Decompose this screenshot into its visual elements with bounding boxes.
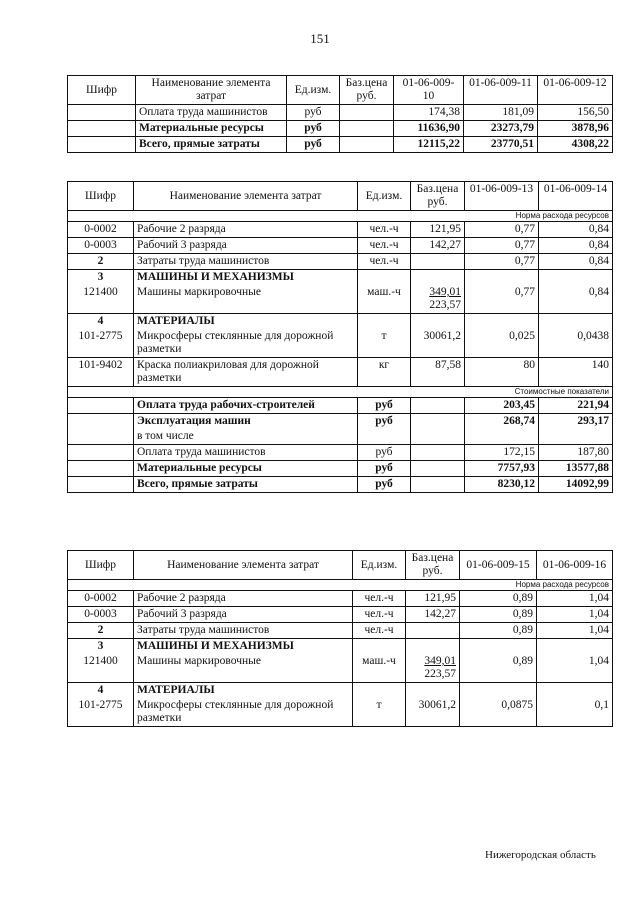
header-cipher: Шифр xyxy=(68,551,134,580)
row-name: Рабочий 3 разряда xyxy=(134,607,353,623)
cost-value: 268,74 xyxy=(465,414,539,430)
row-value: 0,77 xyxy=(465,285,539,314)
row-value: 1,04 xyxy=(537,623,613,639)
header-code-15: 01-06-009-15 xyxy=(460,551,537,580)
row-name: Машины маркировочные xyxy=(134,654,353,683)
table-row xyxy=(68,698,613,727)
section-title: МАТЕРИАЛЫ xyxy=(134,314,358,330)
cost-row xyxy=(68,429,613,445)
row-value: 4308,22 xyxy=(538,137,613,153)
row-code: 0-0003 xyxy=(68,607,134,623)
header-name: Наименование элемента затрат xyxy=(134,551,353,580)
base-price-secondary: 223,57 xyxy=(429,299,461,311)
header-name: Наименование элемента затрат xyxy=(134,182,358,211)
cost-row xyxy=(68,477,613,493)
table-row xyxy=(68,137,613,153)
cost-value: 14092,99 xyxy=(539,477,613,493)
table-row xyxy=(68,222,613,238)
row-value: 174,38 xyxy=(394,105,464,121)
row-name: Рабочие 2 разряда xyxy=(134,591,353,607)
norm-label-row xyxy=(68,211,613,222)
row-value: 0,1 xyxy=(537,698,613,727)
cost-table-3 xyxy=(67,550,613,727)
cost-value: 293,17 xyxy=(539,414,613,430)
row-value: 0,84 xyxy=(539,254,613,270)
cost-name: Всего, прямые затраты xyxy=(134,477,358,493)
cost-unit: руб xyxy=(358,398,411,414)
cost-row xyxy=(68,461,613,477)
header-code-11: 01-06-009-11 xyxy=(464,76,538,105)
row-unit: т xyxy=(358,329,411,358)
row-value: 181,09 xyxy=(464,105,538,121)
row-name: Рабочие 2 разряда xyxy=(134,222,358,238)
row-unit: руб xyxy=(287,137,340,153)
row-base-price: 142,27 xyxy=(406,607,460,623)
row-unit: чел.-ч xyxy=(358,254,411,270)
table-header xyxy=(68,182,613,211)
row-value: 0,89 xyxy=(460,623,537,639)
row-value: 23273,79 xyxy=(464,121,538,137)
row-name: Затраты труда машинистов xyxy=(134,254,358,270)
region-footer: Нижегородская область xyxy=(485,849,596,861)
row-value: 23770,51 xyxy=(464,137,538,153)
row-name: Рабочий 3 разряда xyxy=(134,238,358,254)
row-value: 0,0438 xyxy=(539,329,613,358)
header-unit: Ед.изм. xyxy=(358,182,411,211)
section-code: 4 xyxy=(68,683,134,699)
row-name: Микросферы стеклянные для дорожной разметки xyxy=(134,698,353,727)
row-code: 101-2775 xyxy=(68,698,134,727)
base-price-secondary: 223,57 xyxy=(424,668,456,680)
cost-row xyxy=(68,445,613,461)
base-price-primary: 349,01 xyxy=(429,286,461,298)
row-unit: т xyxy=(353,698,406,727)
row-value: 0,77 xyxy=(465,254,539,270)
cost-value: 187,80 xyxy=(539,445,613,461)
cost-value: 221,94 xyxy=(539,398,613,414)
header-cipher: Шифр xyxy=(68,182,134,211)
header-code-10: 01-06-009-10 xyxy=(394,76,464,105)
table-header xyxy=(68,551,613,580)
row-unit: чел.-ч xyxy=(358,238,411,254)
header-unit: Ед.изм. xyxy=(287,76,340,105)
row-name: Оплата труда машинистов xyxy=(136,105,287,121)
row-value: 0,84 xyxy=(539,285,613,314)
cost-unit: руб xyxy=(358,414,411,430)
row-base-price: 121,95 xyxy=(406,591,460,607)
row-name: Краска полиакриловая для дорожной разметки xyxy=(134,358,358,387)
row-unit: чел.-ч xyxy=(353,591,406,607)
header-unit: Ед.изм. xyxy=(353,551,406,580)
cost-name: в том числе xyxy=(134,429,358,445)
row-code: 101-9402 xyxy=(68,358,134,387)
header-code-16: 01-06-009-16 xyxy=(537,551,613,580)
row-base-price: 30061,2 xyxy=(411,329,465,358)
header-code-14: 01-06-009-14 xyxy=(539,182,613,211)
section-title: МАШИНЫ И МЕХАНИЗМЫ xyxy=(134,270,358,286)
row-unit: маш.-ч xyxy=(353,654,406,683)
row-value: 0,77 xyxy=(465,238,539,254)
row-unit: чел.-ч xyxy=(358,222,411,238)
table-row xyxy=(68,121,613,137)
table-row xyxy=(68,329,613,358)
cost-label: Стоимостные показатели xyxy=(68,387,613,398)
row-value: 140 xyxy=(539,358,613,387)
row-unit: чел.-ч xyxy=(353,623,406,639)
cost-table-1 xyxy=(67,75,613,153)
row-value: 0,89 xyxy=(460,654,537,683)
table-row xyxy=(68,254,613,270)
table-row xyxy=(68,358,613,387)
cost-unit: руб xyxy=(358,461,411,477)
cost-value: 13577,88 xyxy=(539,461,613,477)
cost-table-2 xyxy=(67,181,613,493)
row-name: Материальные ресурсы xyxy=(136,121,287,137)
row-unit: руб xyxy=(287,105,340,121)
section-row xyxy=(68,639,613,655)
row-value: 0,77 xyxy=(465,222,539,238)
section-title: МАТЕРИАЛЫ xyxy=(134,683,353,699)
row-value: 0,89 xyxy=(460,591,537,607)
cost-label-row xyxy=(68,387,613,398)
header-name: Наименование элемента затрат xyxy=(136,76,287,105)
cost-value: 172,15 xyxy=(465,445,539,461)
header-base-price: Баз.цена руб. xyxy=(340,76,394,105)
section-code: 3 xyxy=(68,639,134,655)
norm-label: Норма расхода ресурсов xyxy=(68,211,613,222)
cost-name: Оплата труда рабочих-строителей xyxy=(134,398,358,414)
table-row xyxy=(68,285,613,314)
row-unit: кг xyxy=(358,358,411,387)
row-name: Всего, прямые затраты xyxy=(136,137,287,153)
table-row xyxy=(68,591,613,607)
cost-name: Эксплуатация машин xyxy=(134,414,358,430)
cost-row xyxy=(68,398,613,414)
cost-row xyxy=(68,414,613,430)
row-value: 1,04 xyxy=(537,654,613,683)
row-value: 0,89 xyxy=(460,607,537,623)
table-row xyxy=(68,105,613,121)
row-code: 101-2775 xyxy=(68,329,134,358)
section-title: МАШИНЫ И МЕХАНИЗМЫ xyxy=(134,639,353,655)
table-header xyxy=(68,76,613,105)
row-unit: чел.-ч xyxy=(353,607,406,623)
row-value: 0,84 xyxy=(539,222,613,238)
cost-value: 8230,12 xyxy=(465,477,539,493)
table-row xyxy=(68,607,613,623)
cost-value: 7757,93 xyxy=(465,461,539,477)
row-unit: маш.-ч xyxy=(358,285,411,314)
table-row xyxy=(68,654,613,683)
section-code: 3 xyxy=(68,270,134,286)
row-name: Затраты труда машинистов xyxy=(134,623,353,639)
header-code-12: 01-06-009-12 xyxy=(538,76,613,105)
row-base-price xyxy=(406,654,460,683)
base-price-primary: 349,01 xyxy=(424,655,456,667)
header-base-price: Баз.цена руб. xyxy=(411,182,465,211)
cost-unit: руб xyxy=(358,477,411,493)
norm-label: Норма расхода ресурсов xyxy=(68,580,613,591)
row-code: 121400 xyxy=(68,654,134,683)
page-number: 151 xyxy=(310,31,330,46)
row-code: 0-0003 xyxy=(68,238,134,254)
section-row xyxy=(68,270,613,286)
table-row xyxy=(68,238,613,254)
table-row xyxy=(68,623,613,639)
header-code-13: 01-06-009-13 xyxy=(465,182,539,211)
header-cipher: Шифр xyxy=(68,76,136,105)
row-base-price: 121,95 xyxy=(411,222,465,238)
row-code: 0-0002 xyxy=(68,591,134,607)
row-value: 0,0875 xyxy=(460,698,537,727)
section-row xyxy=(68,314,613,330)
row-base-price xyxy=(411,285,465,314)
row-base-price: 87,58 xyxy=(411,358,465,387)
cost-value: 203,45 xyxy=(465,398,539,414)
norm-label-row xyxy=(68,580,613,591)
row-value: 156,50 xyxy=(538,105,613,121)
row-value: 12115,22 xyxy=(394,137,464,153)
row-value: 3878,96 xyxy=(538,121,613,137)
section-row xyxy=(68,683,613,699)
cost-name: Оплата труда машинистов xyxy=(134,445,358,461)
row-code: 121400 xyxy=(68,285,134,314)
cost-unit: руб xyxy=(358,445,411,461)
row-name: Машины маркировочные xyxy=(134,285,358,314)
row-name: Микросферы стеклянные для дорожной разметки xyxy=(134,329,358,358)
row-value: 0,84 xyxy=(539,238,613,254)
cost-name: Материальные ресурсы xyxy=(134,461,358,477)
row-base-price: 142,27 xyxy=(411,238,465,254)
header-base-price: Баз.цена руб. xyxy=(406,551,460,580)
row-base-price: 30061,2 xyxy=(406,698,460,727)
row-code: 0-0002 xyxy=(68,222,134,238)
row-value: 11636,90 xyxy=(394,121,464,137)
row-code: 2 xyxy=(68,623,134,639)
row-value: 1,04 xyxy=(537,607,613,623)
row-value: 1,04 xyxy=(537,591,613,607)
row-unit: руб xyxy=(287,121,340,137)
section-code: 4 xyxy=(68,314,134,330)
row-value: 0,025 xyxy=(465,329,539,358)
row-value: 80 xyxy=(465,358,539,387)
row-code: 2 xyxy=(68,254,134,270)
